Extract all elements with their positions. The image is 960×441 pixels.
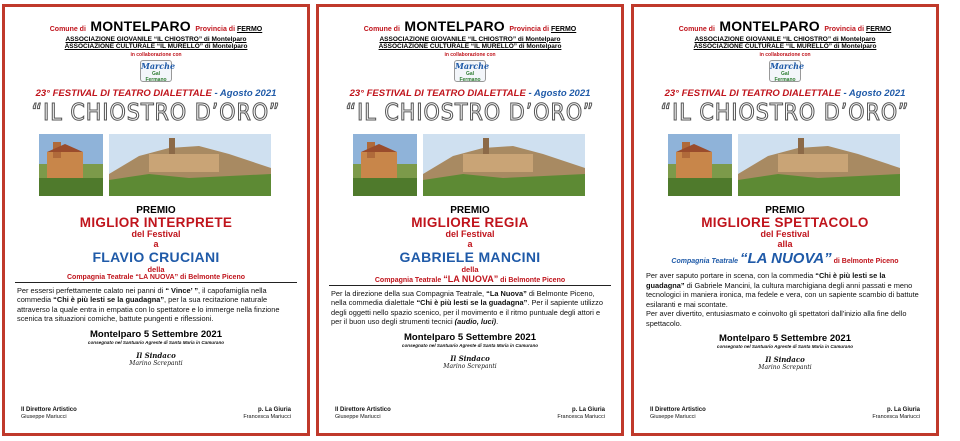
jury-signature: p. La Giuria Francesca Mariucci <box>872 406 920 421</box>
association-1: ASSOCIAZIONE GIOVANILE “IL CHIOSTRO” di Montelparo <box>65 35 247 43</box>
preposition: a <box>467 239 473 250</box>
association-2: ASSOCIAZIONE CULTURALE “IL MURELLO” di Montelparo <box>693 43 877 51</box>
certificate-migliore-regia <box>316 4 624 436</box>
chiostro-doro-title: “IL CHIOSTRO D’ORO” <box>660 99 910 126</box>
gal-logo: Marche Gal Fermano <box>455 60 490 83</box>
jury-signature: p. La Giuria Francesca Mariucci <box>243 406 291 421</box>
del-festival: del Festival <box>131 229 181 240</box>
photos <box>325 134 615 196</box>
jury-signature: p. La Giuria Francesca Mariucci <box>557 406 605 421</box>
association-1: ASSOCIAZIONE GIOVANILE “IL CHIOSTRO” di Montelparo <box>694 35 876 43</box>
chiostro-doro-title: “IL CHIOSTRO D’ORO” <box>31 99 281 126</box>
motivation-text: Per aver saputo portare in scena, con la commedia “Chi è più lesti se la guadagna” di Gabriele Mancini, la cultura marchigiana degli anni passati e meno tecnologici in maniera ironica, ma fedele e vera, con un sapiente scambio di battute esilaranti e mai scontate. Per aver divertito, entusiasmato e coinvolto gli spettatori dall’inizio alla fine dello spettacolo. <box>646 271 919 328</box>
header <box>325 19 615 36</box>
company-line: Compagnia Teatrale “LA NUOVA” di Belmonte Piceno <box>671 250 899 268</box>
village-photo-small <box>39 134 103 196</box>
provincia-label: Provincia di FERMO <box>195 26 263 33</box>
village-photo-large <box>109 134 271 196</box>
preposition: alla <box>777 239 793 250</box>
provincia-label: Provincia di FERMO <box>509 26 577 33</box>
award-title: MIGLIOR INTERPRETE <box>79 215 233 231</box>
winner-name: GABRIELE MANCINI <box>399 249 541 266</box>
sindaco-name: Marino Screpanti <box>443 362 497 370</box>
association-2: ASSOCIAZIONE CULTURALE “IL MURELLO” di Montelparo <box>378 43 562 51</box>
header <box>11 19 301 36</box>
award-title: MIGLIORE SPETTACOLO <box>701 215 869 231</box>
preposition: a <box>153 239 159 250</box>
motivation-text: Per la direzione della sua Compagnia Teatrale, “La Nuova” di Belmonte Piceno, nella commedia dialettale “Chi è più lesti se la guadagna”. Per il sapiente utilizzo degli oggetti nello spazio scenico, per il movimento e il ritmo puntuale degli attori e per il buon uso degli strumenti tecnici (audio, luci). <box>331 288 603 327</box>
date-line: Montelparo 5 Settembre 2021 <box>719 333 851 344</box>
sindaco-name: Marino Screpanti <box>758 364 812 371</box>
photos <box>640 134 930 196</box>
chiostro-doro-title: “IL CHIOSTRO D’ORO” <box>345 99 595 126</box>
consegnato-line: consegnato nel Santuario Agreste di Santa Maria in Camurano <box>87 339 225 345</box>
della-label: della <box>147 264 165 274</box>
sindaco-label: Il Sindaco <box>450 353 490 363</box>
certificate-migliore-spettacolo <box>631 4 939 436</box>
award-title: MIGLIORE REGIA <box>411 215 529 231</box>
motivation-text: Per essersi perfettamente calato nei panni di “ Vince’ ”, il capofamiglia nella commedia “Chi è più lesti se la guadagna”, per la sua recitazione naturale attraverso la quale entra in empatia con lo spettatore e lo immerge nella finzione scenica tra situazioni comiche, battute pungenti e riflessioni. <box>17 285 280 324</box>
collaboration-label: in collaborazione con <box>130 51 182 58</box>
director-signature: Il Direttore Artistico Giuseppe Mariucci <box>21 406 77 421</box>
consegnato-line: consegnato nel Santuario Agreste di Santa Maria in Camurano <box>716 344 854 349</box>
town-name: MONTELPARO <box>404 18 505 34</box>
village-photo-small <box>353 134 417 196</box>
premio-label: PREMIO <box>450 204 490 216</box>
company-line: Compagnia Teatrale “LA NUOVA” di Belmonte Piceno <box>15 274 297 283</box>
town-name: MONTELPARO <box>719 18 820 34</box>
director-signature: Il Direttore Artistico Giuseppe Mariucci <box>650 406 706 421</box>
date-line: Montelparo 5 Settembre 2021 <box>404 331 536 343</box>
association-1: ASSOCIAZIONE GIOVANILE “IL CHIOSTRO” di Montelparo <box>379 35 561 43</box>
director-signature: Il Direttore Artistico Giuseppe Mariucci <box>335 406 391 421</box>
della-label: della <box>461 264 479 274</box>
collaboration-label: in collaborazione con <box>444 51 496 58</box>
comune-label: Comune di <box>678 26 715 33</box>
sindaco-label: Il Sindaco <box>136 350 176 360</box>
header <box>640 19 930 36</box>
comune-label: Comune di <box>49 26 86 33</box>
collaboration-label: in collaborazione con <box>759 51 811 58</box>
gal-logo: Marche Gal Fermano <box>770 60 805 83</box>
town-name: MONTELPARO <box>90 18 191 34</box>
company-line: Compagnia Teatrale “LA NUOVA” di Belmonte Piceno <box>329 274 611 286</box>
photos <box>11 134 301 196</box>
village-photo-small <box>668 134 732 196</box>
gal-logo: Marche Gal Fermano <box>141 60 176 83</box>
del-festival: del Festival <box>445 229 495 240</box>
association-2: ASSOCIAZIONE CULTURALE “IL MURELLO” di Montelparo <box>64 43 248 51</box>
premio-label: PREMIO <box>136 204 176 216</box>
sindaco-name: Marino Screpanti <box>129 359 183 367</box>
sindaco-label: Il Sindaco <box>765 355 805 364</box>
village-photo-large <box>738 134 900 196</box>
certificate-miglior-interprete <box>2 4 310 436</box>
del-festival: del Festival <box>760 229 810 240</box>
village-photo-large <box>423 134 585 196</box>
comune-label: Comune di <box>363 26 400 33</box>
festival-title: 23° FESTIVAL DI TEATRO DIALETTALE - Agosto 2021 <box>35 87 277 99</box>
provincia-label: Provincia di FERMO <box>824 26 892 33</box>
consegnato-line: consegnato nel Santuario Agreste di Santa Maria in Camurano <box>401 342 539 348</box>
winner-name: FLAVIO CRUCIANI <box>92 249 220 266</box>
date-line: Montelparo 5 Settembre 2021 <box>90 328 222 340</box>
festival-title: 23° FESTIVAL DI TEATRO DIALETTALE - Agosto 2021 <box>349 87 591 99</box>
festival-title: 23° FESTIVAL DI TEATRO DIALETTALE - Agosto 2021 <box>664 87 906 99</box>
premio-label: PREMIO <box>765 204 805 216</box>
